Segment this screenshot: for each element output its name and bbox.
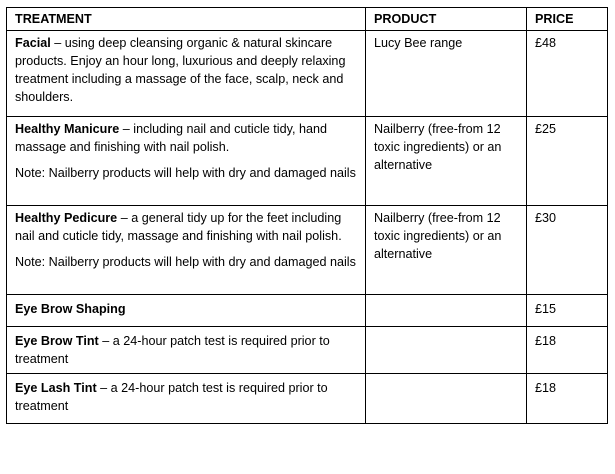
treatment-cell	[7, 327, 366, 374]
product-cell	[366, 327, 527, 374]
treatment-description: – a general tidy up for the feet including nail and cuticle tidy, massage and finishing with nail polish.	[15, 211, 342, 243]
treatment-table	[6, 7, 608, 424]
header-treatment: TREATMENT	[7, 8, 366, 31]
table-row	[7, 327, 608, 374]
table-header-row	[7, 8, 608, 31]
header-price: PRICE	[527, 8, 608, 31]
treatment-name: Facial	[15, 36, 51, 50]
treatment-text	[15, 34, 357, 106]
treatment-text	[15, 332, 357, 368]
treatment-description: – a 24-hour patch test is required prior to treatment	[15, 381, 328, 413]
product-cell	[366, 295, 527, 327]
price-cell: £25	[527, 117, 608, 206]
treatment-name: Healthy Pedicure	[15, 211, 118, 225]
product-cell	[366, 374, 527, 424]
price-cell: £48	[527, 31, 608, 117]
treatment-note: Note: Nailberry products will help with dry and damaged nails	[15, 166, 356, 180]
treatment-text	[15, 300, 357, 318]
treatment-name: Healthy Manicure	[15, 122, 120, 136]
table-row	[7, 31, 608, 117]
treatment-note: Note: Nailberry products will help with dry and damaged nails	[15, 255, 356, 269]
treatment-name: Eye Brow Shaping	[15, 302, 126, 316]
table-row	[7, 295, 608, 327]
treatment-name: Eye Lash Tint	[15, 381, 97, 395]
treatment-cell	[7, 374, 366, 424]
treatment-cell	[7, 206, 366, 295]
treatment-cell	[7, 117, 366, 206]
header-product: PRODUCT	[366, 8, 527, 31]
treatment-cell	[7, 31, 366, 117]
price-cell: £15	[527, 295, 608, 327]
price-cell: £18	[527, 374, 608, 424]
price-cell: £30	[527, 206, 608, 295]
price-cell: £18	[527, 327, 608, 374]
treatment-description: – using deep cleansing organic & natural skincare products. Enjoy an hour long, luxurious and deeply relaxing treatment including a massage of the face, scalp, neck and shoulders.	[15, 36, 346, 104]
table-row	[7, 206, 608, 295]
table-row	[7, 374, 608, 424]
treatment-text	[15, 379, 357, 415]
treatment-description: – a 24-hour patch test is required prior to treatment	[15, 334, 330, 366]
product-cell: Nailberry (free-from 12 toxic ingredients) or an alternative	[366, 117, 527, 206]
treatment-cell	[7, 295, 366, 327]
treatment-price-list	[6, 7, 608, 424]
table-row	[7, 117, 608, 206]
treatment-text	[15, 120, 357, 156]
product-cell: Nailberry (free-from 12 toxic ingredients) or an alternative	[366, 206, 527, 295]
product-cell: Lucy Bee range	[366, 31, 527, 117]
treatment-name: Eye Brow Tint	[15, 334, 99, 348]
treatment-text	[15, 209, 357, 245]
treatment-description: – including nail and cuticle tidy, hand massage and finishing with nail polish.	[15, 122, 327, 154]
